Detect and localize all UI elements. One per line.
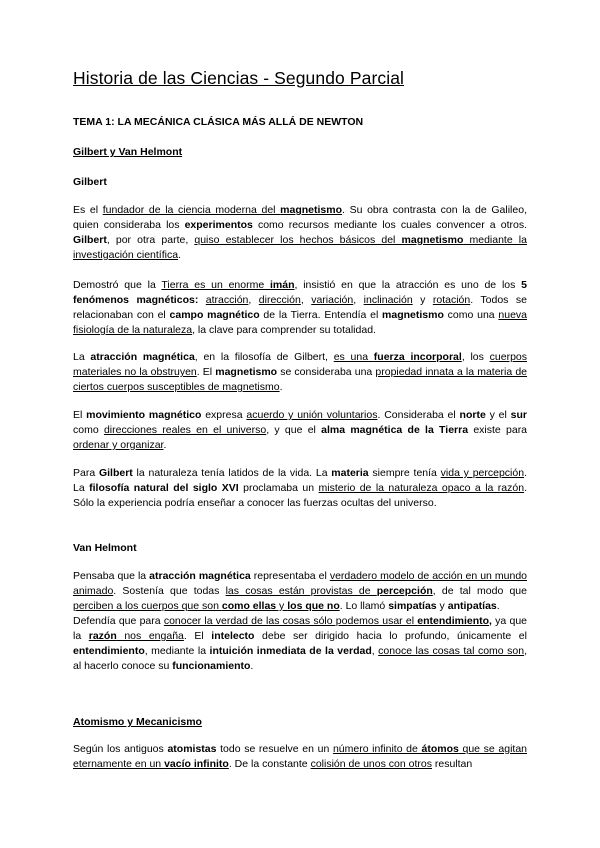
text-run: perciben a los cuerpos que son (73, 600, 222, 612)
text-run-bold: los que no (287, 600, 340, 612)
text-run-bold: campo magnético (169, 309, 260, 321)
text-run: , la clave para comprender su totalidad. (192, 324, 376, 336)
text-run: siempre tenía (368, 467, 441, 479)
text-run: La (73, 351, 91, 363)
text-run-underlined: misterio de la naturaleza opaco a la razón (318, 482, 525, 494)
subheading-van-helmont: Van Helmont (73, 542, 137, 554)
text-run: mediante la investigación científica (73, 234, 527, 261)
text-run: , en la filosofía de Gilbert, (194, 351, 334, 363)
text-run: representaba el (250, 570, 330, 582)
text-run-bold: experimentos (184, 219, 253, 231)
text-run-bold: percepción (376, 585, 433, 597)
text-run: como recursos mediante los cuales convencer a otros. (252, 219, 527, 231)
text-run: . De la constante (228, 758, 311, 770)
text-run: proclamaba un (238, 482, 319, 494)
text-run: Para (73, 467, 99, 479)
text-run: y el (485, 409, 511, 421)
text-run: , mediante la (144, 645, 210, 657)
text-run: . La (73, 467, 527, 494)
text-run: Demostró que la (73, 279, 162, 291)
text-run-bold: imán (270, 279, 295, 291)
text-run: resultan (431, 758, 473, 770)
text-run-underlined (226, 585, 433, 597)
paragraph-gilbert-3 (73, 350, 527, 395)
text-run-bold: antipatías (447, 600, 497, 612)
text-run-underlined (73, 600, 340, 612)
text-run-underlined: colisión de unos con otros (310, 758, 432, 770)
text-run-underlined: rotación (432, 294, 471, 306)
text-run: . Sólo la experiencia podría enseñar a conocer las fuerzas ocultas del universo. (73, 482, 527, 509)
text-run-underlined: direcciones reales en el universo (103, 424, 267, 436)
text-run: , los (461, 351, 490, 363)
paragraph-gilbert-4 (73, 408, 527, 453)
text-run: . Lo llamó (339, 600, 389, 612)
text-run: . Sostenía que todas (113, 585, 226, 597)
text-run-bold: funcionamiento (172, 660, 251, 672)
paragraph-van-helmont-2 (73, 614, 527, 674)
text-run-bold: átomos (421, 743, 459, 755)
tema-heading: TEMA 1: LA MECÁNICA CLÁSICA MÁS ALLÁ DE NEWTON (73, 116, 364, 128)
text-run: número infinito de (332, 743, 422, 755)
text-run-underlined: vida y percepción (440, 467, 525, 479)
text-run-bold: intuición inmediata de la verdad (209, 645, 372, 657)
text-run (198, 294, 205, 306)
text-run-bold: atomistas (167, 743, 217, 755)
text-run: la naturaleza tenía latidos de la vida. La (132, 467, 332, 479)
text-run: , (371, 645, 379, 657)
text-run-underlined: variación (311, 294, 354, 306)
text-run-bold: materia (331, 467, 369, 479)
text-run: . (178, 249, 181, 261)
text-run-bold: fuerza incorporal (373, 351, 462, 363)
text-run-underlined: conoce las cosas tal como son (378, 645, 525, 657)
text-run: , al hacerlo conoce su (73, 645, 527, 672)
text-run: , insistió en que la atracción es uno de los (294, 279, 522, 291)
text-run-bold: simpatías (388, 600, 437, 612)
text-run: . El (183, 630, 212, 642)
text-run-bold: 5 fenómenos magnéticos: (73, 279, 528, 306)
text-run: . El (196, 366, 216, 378)
text-run: Pensaba que la (73, 570, 150, 582)
text-run-underlined: verdadero modelo de acción en un mundo animado (73, 570, 527, 597)
text-run-underlined: cuerpos materiales no la obstruyen (73, 351, 527, 378)
text-run: y (412, 294, 433, 306)
text-run-underlined (103, 204, 342, 216)
text-run: . Todos se relacionaban con el (73, 294, 527, 321)
text-run-bold: filosofía natural del siglo XVI (89, 482, 239, 494)
text-run: , de tal modo que (432, 585, 527, 597)
text-run: , y que el (266, 424, 322, 436)
text-run: existe para (468, 424, 528, 436)
text-run: fundador de la ciencia moderna del (102, 204, 281, 216)
text-run: y (276, 600, 288, 612)
text-run-underlined: ordenar y organizar (73, 439, 164, 451)
paragraph-gilbert-5 (73, 466, 527, 511)
section-heading-atomismo-mecanicismo: Atomismo y Mecanicismo (73, 716, 202, 728)
text-run: . (279, 381, 283, 393)
text-run-bold: razón (88, 630, 117, 642)
text-run-underlined: dirección (258, 294, 301, 306)
text-run: . Su obra contrasta con la de Galileo, quien consideraba los (73, 204, 527, 231)
paragraph-gilbert-1 (73, 203, 527, 263)
text-run-bold: magnetismo (401, 234, 464, 246)
text-run-underlined (164, 615, 492, 627)
paragraph-gilbert-2 (73, 278, 527, 338)
text-run-bold: sur (510, 409, 527, 421)
text-run: las cosas están provistas de (225, 585, 377, 597)
text-run-bold: atracción magnética (90, 351, 195, 363)
text-run: y (436, 600, 448, 612)
text-run: como una (443, 309, 499, 321)
text-run: quiso establecer los hechos básicos del (194, 234, 402, 246)
text-run: se consideraba una (277, 366, 376, 378)
text-run: Según los antiguos (73, 743, 168, 755)
text-run-bold: entendimiento, (417, 615, 492, 627)
text-run: Tierra es un enorme (161, 279, 270, 291)
text-run-bold: magnetismo (215, 366, 278, 378)
text-run: El (73, 409, 87, 421)
text-run: como (73, 424, 104, 436)
text-run: todo se resuelve en un (216, 743, 333, 755)
text-run: Es el (73, 204, 103, 216)
text-run-bold: entendimiento (73, 645, 145, 657)
text-run-bold: movimiento magnético (86, 409, 202, 421)
text-run: que se agitan eternamente en un (73, 743, 528, 770)
text-run: . (163, 439, 167, 451)
text-run-bold: vacío infinito (164, 758, 229, 770)
text-run-underlined: acuerdo y unión voluntarios (246, 409, 378, 421)
text-run-underlined: propiedad innata a la materia de ciertos cuerpos susceptibles de magnetismo (73, 366, 528, 393)
text-run: , (248, 294, 259, 306)
text-run-bold: magnetismo (382, 309, 444, 321)
text-run-underlined: inclinación (363, 294, 413, 306)
paragraph-van-helmont-1 (73, 569, 527, 614)
text-run: es una (333, 351, 374, 363)
text-run-bold: Gilbert (98, 467, 133, 479)
text-run-bold: alma magnética de la Tierra (321, 424, 469, 436)
text-run-bold: como ellas (221, 600, 277, 612)
text-run-bold: intelecto (211, 630, 255, 642)
text-run-underlined (89, 630, 184, 642)
text-run: debe ser dirigido hacia lo profundo, únicamente el (254, 630, 527, 642)
text-run: . Consideraba el (377, 409, 460, 421)
text-run: , (300, 294, 312, 306)
section-heading-gilbert-van-helmont: Gilbert y Van Helmont (73, 146, 183, 158)
text-run-bold: atracción magnética (149, 570, 251, 582)
text-run: ya que la (73, 615, 528, 642)
document-title: Historia de las Ciencias - Segundo Parcial (73, 68, 405, 88)
text-run: . (250, 660, 254, 672)
text-run: de la Tierra. Entendía el (259, 309, 383, 321)
text-run: conocer la verdad de las cosas sólo podemos usar el (163, 615, 418, 627)
text-run-bold: magnetismo (280, 204, 343, 216)
text-run: Defendía que para (73, 615, 164, 627)
subheading-gilbert: Gilbert (73, 176, 107, 188)
text-run: , por otra parte, (106, 234, 195, 246)
text-run: expresa (201, 409, 247, 421)
text-run: . (496, 600, 500, 612)
paragraph-atomismo-1 (73, 742, 527, 772)
text-run-underlined: atracción (205, 294, 249, 306)
text-run-bold: norte (459, 409, 486, 421)
text-run: , (353, 294, 364, 306)
text-run-underlined (334, 351, 462, 363)
text-run: nos engaña (116, 630, 184, 642)
text-run-underlined: nueva fisiología de la naturaleza (73, 309, 527, 336)
text-run-bold: Gilbert (73, 234, 107, 246)
text-run-underlined (161, 279, 294, 291)
